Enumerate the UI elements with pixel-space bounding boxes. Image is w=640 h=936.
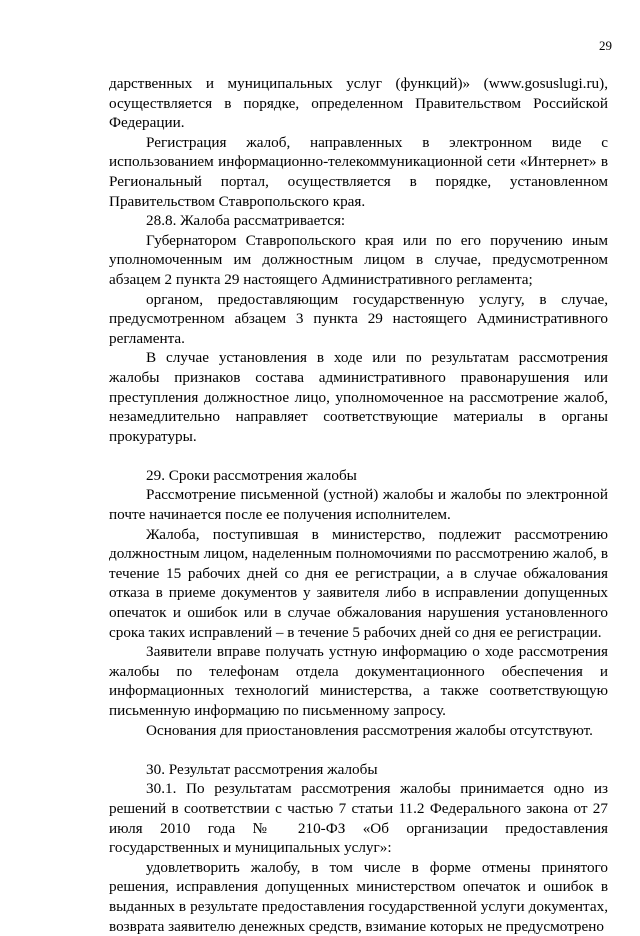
page-number: 29 bbox=[599, 38, 612, 53]
paragraph: удовлетворить жалобу, в том числе в форме отмены принятого решения, исправления допущенных министерством опечаток и ошибок в выданных в результате предоставления государственной услуги документах, возврата заявителю денежных средств, взимание которых не предусмотрено bbox=[109, 858, 608, 935]
spacer bbox=[109, 740, 608, 760]
subsection-title: 28.8. Жалоба рассматривается: bbox=[146, 212, 346, 230]
section-title: 30. Результат рассмотрения жалобы bbox=[146, 760, 378, 778]
paragraph: 30.1. По результатам рассмотрения жалобы принимается одно из решений в соответствии с частью 7 статьи 11.2 Федерального закона от 27 июля 2010 года № 210-ФЗ «Об организации предоставления государственных и муниципальных услуг»: bbox=[109, 780, 608, 857]
document-body bbox=[109, 74, 608, 936]
paragraph: Рассмотрение письменной (устной) жалобы и жалобы по электронной почте начинается после ее получения исполнителем. bbox=[109, 486, 608, 524]
spacer bbox=[109, 446, 608, 466]
paragraph: Заявители вправе получать устную информацию о ходе рассмотрения жалобы по телефонам отдела документационного обеспечения и информационных технологий министерства, а также соответствующую письменную информацию по письменному запросу. bbox=[109, 643, 608, 719]
paragraph: В случае установления в ходе или по результатам рассмотрения жалобы признаков состава административного правонарушения или преступления должностное лицо, уполномоченное на рассмотрение жалоб, незамедлительно направляет соответствующие материалы в органы прокуратуры. bbox=[109, 349, 608, 445]
paragraph: дарственных и муниципальных услуг (функций)» (www.gosuslugi.ru), осуществляется в порядке, определенном Правительством Российской Федерации. bbox=[109, 75, 608, 132]
paragraph: Губернатором Ставропольского края или по его поручению иным уполномоченным им должностным лицом в случае, предусмотренном абзацем 2 пункта 29 настоящего Административного регламента; bbox=[109, 231, 608, 288]
section-title: 29. Сроки рассмотрения жалобы bbox=[146, 466, 357, 484]
paragraph: Основания для приостановления рассмотрения жалобы отсутствуют. bbox=[146, 721, 593, 739]
paragraph: Жалоба, поступившая в министерство, подлежит рассмотрению должностным лицом, наделенным полномочиями по рассмотрению жалоб, в течение 15 рабочих дней со дня ее регистрации, а в случае обжалования отказа в приеме документов у заявителя либо в исправлении допущенных опечаток и ошибок или в случае обжалования нарушения установленного срока таких исправлений – в течение 5 рабочих дней со дня ее регистрации. bbox=[109, 525, 608, 641]
paragraph: органом, предоставляющим государственную услугу, в случае, предусмотренном абзацем 3 пункта 29 настоящего Административного регламента. bbox=[109, 290, 608, 347]
paragraph: Регистрация жалоб, направленных в электронном виде с использованием информационно-телекоммуникационной сети «Интернет» в Региональный портал, осуществляется в порядке, установленном Правительством Ставропольского края. bbox=[109, 133, 608, 210]
